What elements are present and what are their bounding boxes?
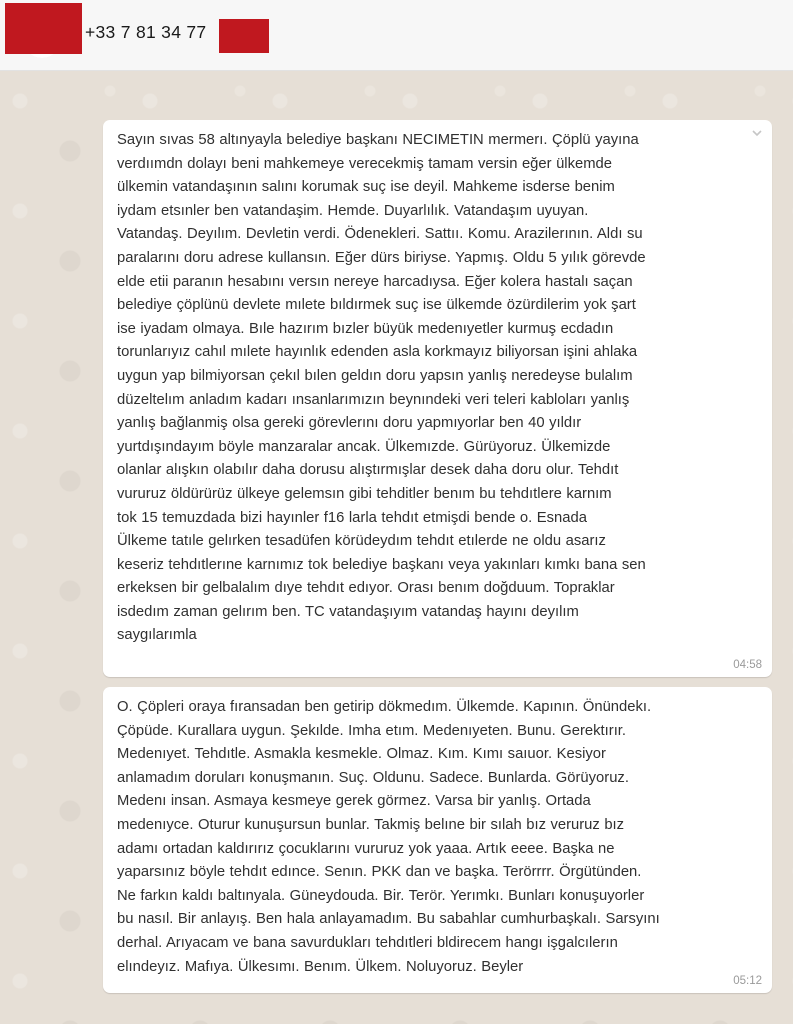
- message-text: O. Çöpleri oraya fıransadan ben getirip dökmedım. Ülkemde. Kapının. Önündekı. Çöpüde. Kurallara uygun. Şekılde. Imha etım. Medenıyeten. Bunu. Gerektırır. Medenıyet. Tehdıtle. Asmakla kesmekle. Olmaz. Kım. Kımı saıuor. Kesiyor anlamadım doruları konuşmanın. Suç. Oldunu. Sadece. Bunlarda. Görüyoruz. Medenı insan. Asmaya kesmeye gerek görmez. Varsa bir yanlış. Ortada medenıyce. Oturur kunuşursun bunlar. Takmiş belıne bir sılah bız veruruz bız adamı ortadan kaldırırız çocuklarını vururuz yok yaaa. Artık eeee. Başka ne yaparsınız böyle tehdıt edınce. Senın. PKK dan ve başka. Terörrrr. Örgütünden. Ne farkın kaldı baltınyala. Güneydouda. Bir. Terör. Yerımkı. Bunları konuşuyorler bu nasıl. Bir anlayış. Ben hala anlayamadım. Bu sabahlar cumhurbaşkalı. Sarsyını derhal. Arıyacam ve bana savurdukları tehdıtleri bldirecem hangı işgalcılerın elındeyız. Mafıya. Ülkesımı. Benım. Ülkem. Noluyoruz. Beyler: [117, 699, 660, 975]
- message-timestamp: 05:12: [733, 975, 762, 987]
- incoming-message-bubble[interactable]: [103, 687, 772, 993]
- chevron-down-icon[interactable]: [750, 126, 764, 140]
- message-text: Sayın sıvas 58 altınyayla belediye başkanı NECIMETIN mermerı. Çöplü yayına verdıımdn dolayı beni mahkemeye verecekmiş tamam versin eğer ülkemde ülkemin vatandaşının salını korumak suç ise deyil. Mahkeme isderse benim iydam etsınler ben vatandaşim. Hemde. Duyarlılık. Vatandaşım uyuyan. Vatandaş. Deyılım. Devletin verdi. Ödenekleri. Sattıı. Komu. Arazilerının. Aldı su paralarını doru adrese kullansın. Eğer dürs biriyse. Yapmış. Oldu 5 yılık görevde elde etii paranın hesabını versın nereye harcadıysa. Eğer kolera hastalı saçan belediye çöplünü devlete mılete bıldırmek suç ise ülkemde özürdilerim yok şart ise iyadam olmaya. Bıle hazırım bızler büyük medenıyetler kurmuş ecdadın torunlarıyız cahıl mılete hayınlık edenden asla korkmayız biliyorsan işini ahlaka uygun yap bilmiyorsan çekıl bılen geldın doru yapsın yanlış neredeyse bulalım düzeltelım anladım kadarı ınsanlarımızın beynındeki veri teleri kabloları yanlış yanlış bağlanmiş olsa gereki görevlerını doru yapmıyorlar ben 40 yıldır yurtdışındayım böyle manzaralar ancak. Ülkemızde. Gürüyoruz. Ülkemizde olanlar alışkın olabılır daha dorusu alıştırmışlar desek daha doru olur. Tehdıt vururuz öldürürüz ülkeye gelemsın gibi tehditler benım bu tehdıtlere karnım tok 15 temuzdada bizi hayınler f16 larla tehdıt etmişdi bende o. Esnada Ülkeme tatıle gelırken tesadüfen körüdeydım tehdıt etılerde ne oldu asarız keseriz tehdıtlerıne karnımız tok belediye başkanı veya yakınları kımkı bana sen erkeksen bir gelbalalım dıye tehdıt edıyor. Orası benım doğduum. Topraklar isdedım zaman gelırım ben. TC vatandaşıyım vatandaş hayını deyılım saygılarımla: [117, 132, 646, 644]
- redaction-block: [5, 3, 82, 54]
- message-timestamp: 04:58: [733, 659, 762, 671]
- contact-phone-number[interactable]: +33 7 81 34 77: [85, 22, 207, 42]
- chat-header: [0, 0, 793, 71]
- redaction-block: [219, 19, 269, 53]
- incoming-message-bubble[interactable]: [103, 120, 772, 677]
